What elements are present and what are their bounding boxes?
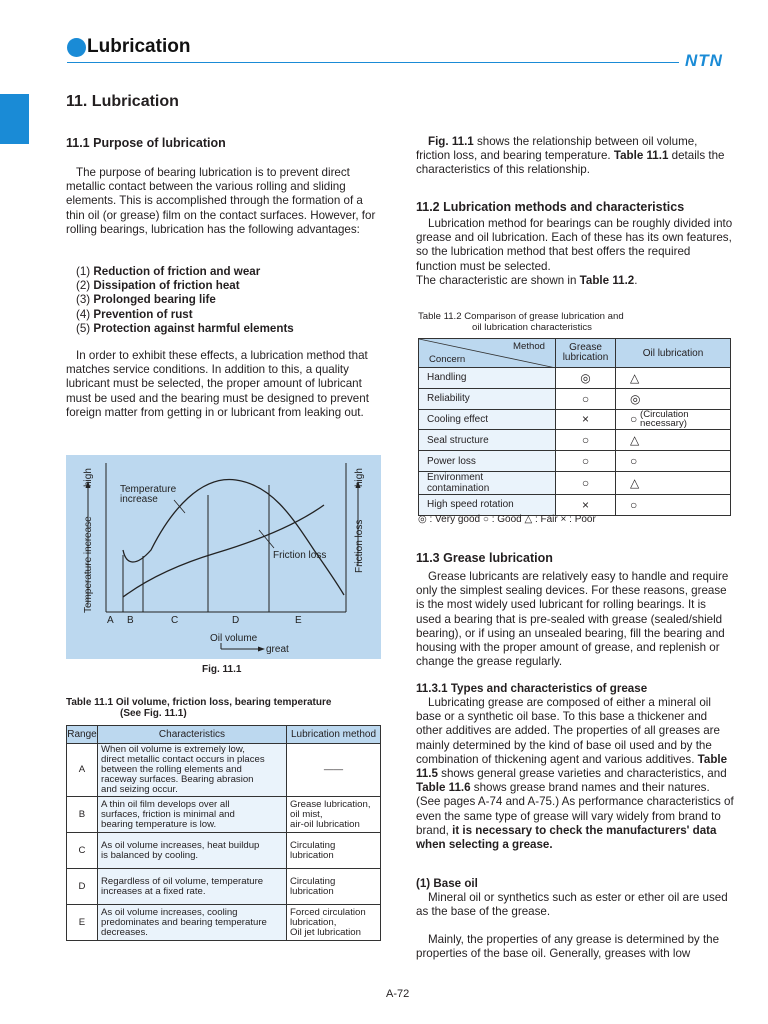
table-11-1-caption: Table 11.1 Oil volume, friction loss, bearing temperature (See Fig. 11.1) (66, 697, 332, 719)
left-axis-high: high (83, 468, 94, 487)
table-row: C As oil volume increases, heat buildup is balanced by cooling. Circulating lubrication (67, 833, 381, 869)
table-row: Seal structure ○ △ (419, 430, 731, 451)
friction-curve-label: Friction loss (273, 550, 327, 561)
table-row: Cooling effect × ○ (Circulation necessary) (419, 409, 731, 430)
table-11-2-caption: Table 11.2 Comparison of grease lubrication and oil lubrication characteristics (418, 311, 624, 333)
grease-text: Grease lubricants are relatively easy to handle and require only the simplest sealing devices. For these reasons, grease is the most widely used lubricant for rolling bearings. It is used a bearing that is pre-sealed with grease (sealed/shield bearing), or if using an unsealed bearing, fill the bearing and housing with the proper amount of grease, and replenish or change the grease regularly. (416, 570, 729, 669)
section-title: 11. Lubrication (66, 93, 179, 110)
col-grease: Grease lubrication (556, 339, 616, 368)
x-axis-great: great (266, 644, 289, 655)
heading-11-1: 11.1 Purpose of lubrication (66, 136, 226, 150)
table-row: B A thin oil film develops over all surfaces, friction is minimal and bearing temperature is low. Grease lubrication, oil mist, air-oil lubrication (67, 797, 381, 833)
temp-curve-label-2: increase (120, 494, 158, 505)
range-label-b: B (127, 615, 134, 626)
chapter-side-tab (0, 94, 29, 144)
list-item: (5) Protection against harmful elements (76, 321, 294, 335)
temp-curve-label-1: Temperature (120, 484, 177, 495)
table-header-row (419, 339, 731, 368)
methods-text: Lubrication method for bearings can be roughly divided into grease and oil lubrication. Each of these has its own features, so the lubrication method that best offers the required function must be selected. The characteristic are shown in Table 11.2. (416, 217, 733, 287)
table-row: Power loss ○ ○ (419, 451, 731, 472)
advantages-list (76, 265, 294, 336)
header-rule (67, 62, 679, 63)
table-row: E As oil volume increases, cooling predominates and bearing temperature decreases. Forced circulation lubrication, Oil jet lubrication (67, 905, 381, 941)
symbol-legend: ◎ : Very good ○ : Good △ : Fair × : Poor (418, 514, 596, 525)
page-number: A-72 (386, 988, 410, 1000)
purpose-intro: The purpose of bearing lubrication is to prevent direct metallic contact between the various rolling and sliding elements. This is accomplished through the formation of a thin oil (or grease) film on the contact surfaces. However, for rolling bearings, lubrication has the following advantages: (66, 166, 376, 236)
ntn-logo: NTN (685, 51, 723, 70)
figure-caption: Fig. 11.1 (202, 664, 242, 675)
heading-11-2: 11.2 Lubrication methods and characteristics (416, 200, 685, 214)
table-row: Handling ◎ △ (419, 368, 731, 389)
range-label-d: D (232, 615, 240, 626)
col-oil: Oil lubrication (616, 339, 731, 368)
base-oil-text2: Mainly, the properties of any grease is determined by the properties of the base oil. Generally, greases with low (416, 933, 720, 961)
right-intro: Fig. 11.1 shows the relationship between oil volume, friction loss, and bearing temperature. Table 11.1 details the characteristics of this relationship. (416, 135, 725, 177)
header-title: Lubrication (87, 36, 191, 57)
table-11-2 (418, 338, 731, 516)
grease-types-text: Lubricating grease are composed of either a mineral oil base or a synthetic oil base. To this base a thickener and other additives are added. The properties of all greases are mainly determined by the kind of base oil used and by the combination of thickening agent and various additives. Table 11.5 shows general grease varieties and characteristics, and Table 11.6 shows grease brand names and their natures. (See pages A-74 and A-75.) As performance characteristics of even the same type of grease will vary widely from brand to brand, it is necessary to check the manufacturers' data when selecting a grease. (416, 696, 734, 852)
left-axis-label: Temperature increase (83, 516, 94, 613)
list-item: (1) Reduction of friction and wear (76, 265, 261, 278)
table-header: Range (67, 726, 98, 744)
purpose-para2: In order to exhibit these effects, a lubrication method that matches service conditions. In addition to this, a quality lubricant must be selected, the proper amount of lubricant must be used and the bearing must be designed to prevent foreign matter from getting in or lubricant from leaking out. (66, 349, 369, 419)
list-item: (4) Prevention of rust (76, 307, 193, 321)
heading-11-3-1: 11.3.1 Types and characteristics of grease (416, 682, 648, 695)
table-row: A When oil volume is extremely low, direct metallic contact occurs in places between the rolling elements and raceway surfaces. Bearing abrasion and seizing occur. —— (67, 744, 381, 797)
table-header: Lubrication method (287, 726, 381, 744)
right-axis-high: high (354, 468, 365, 487)
figure-11-1-svg (66, 455, 381, 659)
header-bullet-icon (67, 38, 86, 57)
diag-method-label: Method (513, 341, 545, 352)
base-oil-text1: Mineral oil or synthetics such as ester or ether oil are used as the base of the grease. (416, 891, 728, 919)
bottom-arrowhead-icon (258, 647, 265, 652)
table-row: D Regardless of oil volume, temperature increases at a fixed rate. Circulating lubrication (67, 869, 381, 905)
x-axis-label: Oil volume (210, 633, 258, 644)
diag-concern-label: Concern (429, 354, 466, 365)
range-label-e: E (295, 615, 302, 626)
table-row: Reliability ○ ◎ (419, 388, 731, 409)
list-item: (2) Dissipation of friction heat (76, 279, 240, 293)
figure-11-1 (66, 455, 381, 659)
table-row: Environment contamination ○ △ (419, 471, 731, 494)
heading-base-oil: (1) Base oil (416, 877, 478, 890)
right-axis-label: Friction loss (354, 519, 365, 573)
heading-11-3: 11.3 Grease lubrication (416, 551, 553, 565)
list-item: (3) Prolonged bearing life (76, 293, 216, 307)
table-row: High speed rotation × ○ (419, 494, 731, 515)
table-header: Characteristics (98, 726, 287, 744)
range-label-a: A (107, 615, 114, 626)
range-label-c: C (171, 615, 179, 626)
table-11-1 (66, 725, 381, 941)
